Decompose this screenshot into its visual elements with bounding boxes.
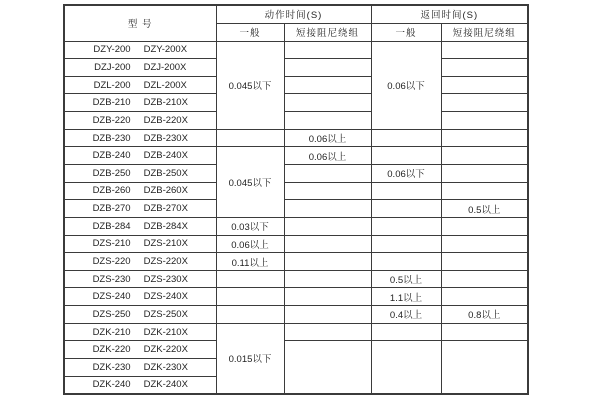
return-damping-cell xyxy=(441,182,528,200)
return-general-cell: 0.5以上 xyxy=(371,270,441,288)
action-damping-cell xyxy=(284,341,371,394)
return-damping-cell xyxy=(441,112,528,130)
action-damping-cell: 0.06以上 xyxy=(284,129,371,147)
model-name-x: DZJ-200X xyxy=(143,61,187,73)
action-general-cell: 0.11以上 xyxy=(216,253,284,271)
model-name: DZK-230 xyxy=(92,361,131,373)
model-cell xyxy=(64,200,216,218)
model-cell xyxy=(64,59,216,77)
model-name-x: DZK-240X xyxy=(143,379,188,391)
table-row xyxy=(64,94,528,112)
model-name: DZS-240 xyxy=(92,291,131,303)
model-name-x: DZK-220X xyxy=(143,344,188,356)
return-general-cell xyxy=(371,341,441,394)
model-name: DZS-250 xyxy=(92,308,131,320)
return-damping-cell xyxy=(441,217,528,235)
return-damping-cell xyxy=(441,147,528,165)
model-name: DZK-240 xyxy=(92,379,131,391)
model-cell xyxy=(64,76,216,94)
model-name-x: DZB-210X xyxy=(143,97,188,109)
model-name: DZL-200 xyxy=(93,79,131,91)
model-cell xyxy=(64,341,216,359)
header-action-short-damping: 短接阻尼绕组 xyxy=(284,23,371,41)
model-cell xyxy=(64,253,216,271)
action-damping-cell xyxy=(284,253,371,271)
table-row xyxy=(64,59,528,77)
return-damping-cell: 0.5以上 xyxy=(441,200,528,218)
return-damping-cell xyxy=(441,288,528,306)
table-row xyxy=(64,41,528,59)
model-name-x: DZK-230X xyxy=(143,361,188,373)
action-damping-cell: 0.06以上 xyxy=(284,147,371,165)
header-action-time: 动作时间(S) xyxy=(216,5,371,23)
relay-spec-table xyxy=(63,4,529,395)
model-name: DZB-210 xyxy=(92,97,131,109)
header-return-short-damping: 短接阻尼绕组 xyxy=(441,23,528,41)
return-damping-cell xyxy=(441,253,528,271)
model-cell xyxy=(64,323,216,341)
table-row xyxy=(64,323,528,341)
return-damping-cell xyxy=(441,76,528,94)
model-cell xyxy=(64,41,216,59)
table-row xyxy=(64,182,528,200)
return-general-cell: 1.1以上 xyxy=(371,288,441,306)
model-name: DZS-220 xyxy=(92,256,131,267)
model-name-x: DZB-240X xyxy=(143,150,188,162)
model-name: DZS-230 xyxy=(92,273,131,285)
action-damping-cell xyxy=(284,59,371,77)
model-name: DZJ-200 xyxy=(94,61,131,73)
table-row xyxy=(64,253,528,271)
model-cell xyxy=(64,112,216,130)
return-damping-cell xyxy=(441,341,528,394)
return-general-cell xyxy=(371,323,441,341)
table-row xyxy=(64,235,528,253)
return-damping-cell xyxy=(441,41,528,59)
table-row xyxy=(64,76,528,94)
return-general-cell xyxy=(371,200,441,218)
header-return-time: 返回时间(S) xyxy=(371,5,528,23)
action-general-cell: 0.015以下 xyxy=(216,323,284,394)
return-damping-cell xyxy=(441,323,528,341)
model-cell xyxy=(64,164,216,182)
model-name-x: DZB-250X xyxy=(143,167,188,179)
model-cell xyxy=(64,376,216,394)
return-damping-cell xyxy=(441,235,528,253)
table-row xyxy=(64,341,528,359)
return-damping-cell xyxy=(441,164,528,182)
return-general-cell: 0.06以下 xyxy=(371,164,441,182)
action-general-cell: 0.06以上 xyxy=(216,235,284,253)
model-name-x: DZS-230X xyxy=(143,273,188,285)
model-name-x: DZB-270X xyxy=(143,203,188,215)
model-name-x: DZB-220X xyxy=(143,114,188,126)
return-general-cell xyxy=(371,147,441,165)
table-row xyxy=(64,270,528,288)
action-damping-cell xyxy=(284,164,371,182)
model-name: DZK-220 xyxy=(92,344,131,356)
model-name: DZB-260 xyxy=(92,185,131,197)
action-damping-cell xyxy=(284,235,371,253)
action-general-cell xyxy=(216,129,284,147)
model-name-x: DZK-210X xyxy=(143,326,188,338)
model-cell xyxy=(64,94,216,112)
action-damping-cell xyxy=(284,41,371,59)
return-damping-cell xyxy=(441,94,528,112)
model-cell xyxy=(64,288,216,306)
return-general-cell: 0.06以下 xyxy=(371,41,441,129)
action-general-cell xyxy=(216,306,284,324)
return-general-cell: 0.4以上 xyxy=(371,306,441,324)
return-general-cell xyxy=(371,253,441,271)
model-name-x: DZB-230X xyxy=(143,132,188,144)
action-damping-cell xyxy=(284,182,371,200)
model-cell xyxy=(64,306,216,324)
return-general-cell xyxy=(371,182,441,200)
return-damping-cell xyxy=(441,129,528,147)
return-general-cell xyxy=(371,235,441,253)
model-cell xyxy=(64,270,216,288)
action-damping-cell xyxy=(284,94,371,112)
action-general-cell xyxy=(216,270,284,288)
action-general-cell xyxy=(216,288,284,306)
table-row xyxy=(64,217,528,235)
action-damping-cell xyxy=(284,270,371,288)
model-name-x: DZL-200X xyxy=(143,79,187,91)
model-name: DZS-210 xyxy=(92,238,131,250)
model-cell xyxy=(64,147,216,165)
action-damping-cell xyxy=(284,200,371,218)
table-row xyxy=(64,200,528,218)
model-name: DZK-210 xyxy=(92,326,131,338)
table-row xyxy=(64,129,528,147)
model-cell xyxy=(64,217,216,235)
return-damping-cell xyxy=(441,270,528,288)
table-row xyxy=(64,112,528,130)
model-name-x: DZS-240X xyxy=(143,291,188,303)
action-damping-cell xyxy=(284,76,371,94)
action-damping-cell xyxy=(284,288,371,306)
table-row xyxy=(64,288,528,306)
model-name-x: DZB-284X xyxy=(143,220,188,232)
return-damping-cell: 0.8以上 xyxy=(441,306,528,324)
action-damping-cell xyxy=(284,217,371,235)
header-model: 型 号 xyxy=(64,5,216,41)
return-general-cell xyxy=(371,217,441,235)
model-name-x: DZS-220X xyxy=(143,256,188,267)
model-name: DZY-200 xyxy=(93,44,131,56)
table-row xyxy=(64,147,528,165)
model-name: DZB-220 xyxy=(92,114,131,126)
model-name-x: DZS-210X xyxy=(143,238,188,250)
return-general-cell xyxy=(371,129,441,147)
table-row xyxy=(64,164,528,182)
model-name: DZB-240 xyxy=(92,150,131,162)
table-row xyxy=(64,306,528,324)
model-name: DZB-270 xyxy=(92,203,131,215)
model-cell xyxy=(64,359,216,377)
action-general-cell: 0.045以下 xyxy=(216,147,284,218)
model-name: DZB-250 xyxy=(92,167,131,179)
model-cell xyxy=(64,235,216,253)
model-name-x: DZB-260X xyxy=(143,185,188,197)
action-damping-cell xyxy=(284,323,371,341)
action-damping-cell xyxy=(284,112,371,130)
model-name: DZB-284 xyxy=(92,220,131,232)
model-name-x: DZY-200X xyxy=(143,44,188,56)
header-return-general: 一般 xyxy=(371,23,441,41)
header-action-general: 一般 xyxy=(216,23,284,41)
action-damping-cell xyxy=(284,306,371,324)
model-name-x: DZS-250X xyxy=(143,308,188,320)
return-damping-cell xyxy=(441,59,528,77)
model-name: DZB-230 xyxy=(92,132,131,144)
model-cell xyxy=(64,129,216,147)
action-general-cell: 0.03以下 xyxy=(216,217,284,235)
action-general-cell: 0.045以下 xyxy=(216,41,284,129)
model-cell xyxy=(64,182,216,200)
